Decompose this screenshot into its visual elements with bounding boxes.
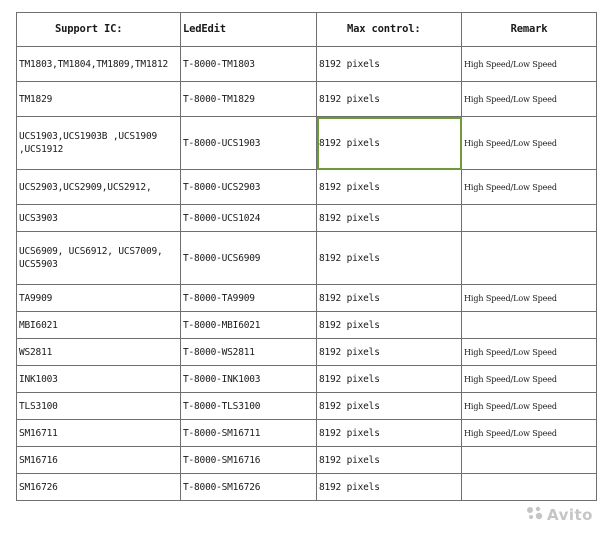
remark-cell: High Speed/Low Speed	[462, 47, 597, 82]
ledit-cell: T-8000-TLS3100	[181, 393, 317, 420]
max-control-cell: 8192 pixels	[317, 232, 462, 285]
ic-cell: TM1829	[17, 82, 181, 117]
max-control-cell: 8192 pixels	[317, 366, 462, 393]
ledit-cell: T-8000-UCS1024	[181, 205, 317, 232]
header-support-ic: Support IC:	[17, 13, 181, 47]
remark-cell	[462, 205, 597, 232]
remark-cell	[462, 474, 597, 501]
table-row	[17, 82, 597, 117]
table-row	[17, 47, 597, 82]
ic-cell: UCS2903,UCS2909,UCS2912,	[17, 170, 181, 205]
remark-cell: High Speed/Low Speed	[462, 82, 597, 117]
ic-cell: TA9909	[17, 285, 181, 312]
ic-cell: TLS3100	[17, 393, 181, 420]
max-control-cell: 8192 pixels	[317, 474, 462, 501]
max-control-cell: 8192 pixels	[317, 82, 462, 117]
remark-cell	[462, 312, 597, 339]
header-ledit: LedEdit	[181, 13, 317, 47]
ic-cell: MBI6021	[17, 312, 181, 339]
table-row	[17, 205, 597, 232]
header-row	[17, 13, 597, 47]
ledit-cell: T-8000-MBI6021	[181, 312, 317, 339]
table-row	[17, 232, 597, 285]
ledit-cell: T-8000-TM1829	[181, 82, 317, 117]
ledit-cell: T-8000-INK1003	[181, 366, 317, 393]
ic-cell: WS2811	[17, 339, 181, 366]
ledit-cell: T-8000-SM16716	[181, 447, 317, 474]
max-control-cell: 8192 pixels	[317, 285, 462, 312]
table-row	[17, 117, 597, 170]
max-control-cell: 8192 pixels	[317, 312, 462, 339]
ic-support-table	[16, 12, 597, 501]
table-row	[17, 170, 597, 205]
header-remark: Remark	[462, 13, 597, 47]
table-row	[17, 285, 597, 312]
ledit-cell: T-8000-UCS1903	[181, 117, 317, 170]
remark-cell: High Speed/Low Speed	[462, 170, 597, 205]
remark-cell: High Speed/Low Speed	[462, 285, 597, 312]
ledit-cell: T-8000-UCS6909	[181, 232, 317, 285]
max-control-cell: 8192 pixels	[317, 205, 462, 232]
max-control-cell: 8192 pixels	[317, 170, 462, 205]
remark-cell	[462, 447, 597, 474]
remark-cell: High Speed/Low Speed	[462, 420, 597, 447]
table-row	[17, 339, 597, 366]
remark-cell: High Speed/Low Speed	[462, 366, 597, 393]
ic-cell: SM16716	[17, 447, 181, 474]
remark-cell: High Speed/Low Speed	[462, 339, 597, 366]
ic-cell: UCS1903,UCS1903B ,UCS1909 ,UCS1912	[17, 117, 181, 170]
ledit-cell: T-8000-UCS2903	[181, 170, 317, 205]
ledit-cell: T-8000-SM16711	[181, 420, 317, 447]
watermark-text: Avito	[547, 505, 593, 524]
avito-watermark	[526, 506, 593, 525]
ledit-cell: T-8000-TA9909	[181, 285, 317, 312]
ic-cell: UCS3903	[17, 205, 181, 232]
table-row	[17, 447, 597, 474]
table-row	[17, 420, 597, 447]
remark-cell: High Speed/Low Speed	[462, 117, 597, 170]
ic-cell: INK1003	[17, 366, 181, 393]
max-control-cell: 8192 pixels	[317, 339, 462, 366]
ic-cell: SM16711	[17, 420, 181, 447]
header-max-control: Max control:	[317, 13, 462, 47]
table-row	[17, 474, 597, 501]
avito-logo-icon	[526, 506, 544, 524]
ledit-cell: T-8000-SM16726	[181, 474, 317, 501]
ledit-cell: T-8000-WS2811	[181, 339, 317, 366]
table-row	[17, 393, 597, 420]
table-row	[17, 312, 597, 339]
max-control-cell: 8192 pixels	[317, 420, 462, 447]
ic-cell: UCS6909, UCS6912, UCS7009, UCS5903	[17, 232, 181, 285]
max-control-cell: 8192 pixels	[317, 447, 462, 474]
ic-cell: SM16726	[17, 474, 181, 501]
remark-cell: High Speed/Low Speed	[462, 393, 597, 420]
document-sheet	[16, 12, 596, 501]
max-control-cell: 8192 pixels	[317, 47, 462, 82]
ic-cell: TM1803,TM1804,TM1809,TM1812	[17, 47, 181, 82]
max-control-cell: 8192 pixels	[317, 393, 462, 420]
max-control-cell-selected[interactable]: 8192 pixels	[317, 117, 462, 170]
ledit-cell: T-8000-TM1803	[181, 47, 317, 82]
table-row	[17, 366, 597, 393]
remark-cell	[462, 232, 597, 285]
